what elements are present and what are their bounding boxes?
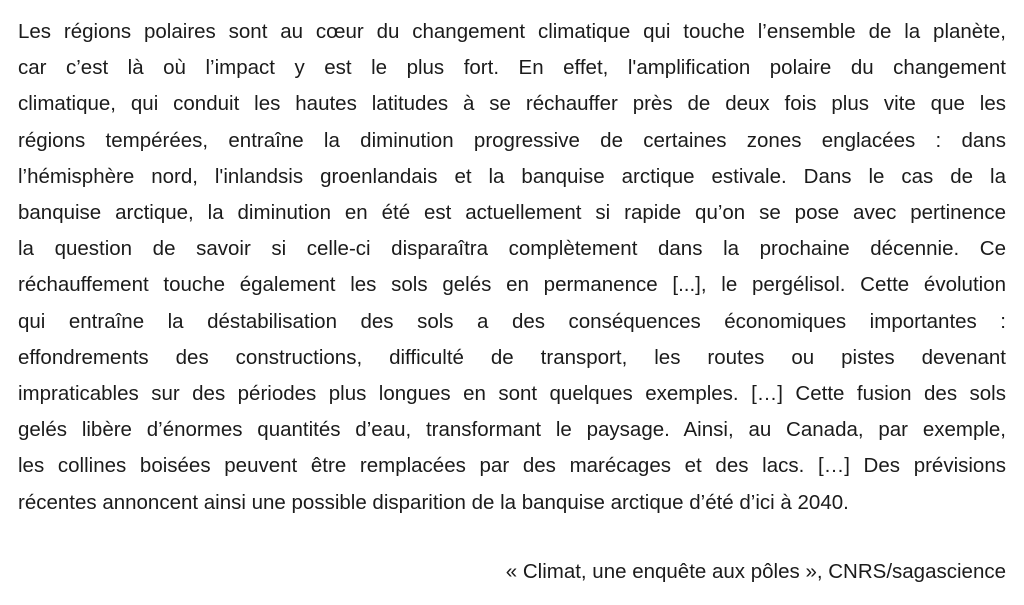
paragraph-line: car c’est là où l’impact y est le plus fort. En effet, l'amplification polaire du changement bbox=[18, 56, 1006, 80]
paragraph-line: l’hémisphère nord, l'inlandsis groenlandais et la banquise arctique estivale. Dans le cas de la bbox=[18, 164, 1006, 188]
paragraph-line: réchauffement touche également les sols gelés en permanence [...], le pergélisol. Cette évolution bbox=[18, 273, 1006, 297]
paragraph bbox=[18, 14, 1006, 521]
paragraph-line: gelés libère d’énormes quantités d’eau, transformant le paysage. Ainsi, au Canada, par exemple, bbox=[18, 418, 1006, 442]
paragraph-line: banquise arctique, la diminution en été est actuellement si rapide qu’on se pose avec pertinence bbox=[18, 201, 1006, 225]
paragraph-line: la question de savoir si celle-ci disparaîtra complètement dans la prochaine décennie. Ce bbox=[18, 237, 1006, 261]
paragraph-line: les collines boisées peuvent être remplacées par des marécages et des lacs. […] Des prévisions bbox=[18, 454, 1006, 478]
citation: « Climat, une enquête aux pôles », CNRS/sagascience bbox=[505, 559, 1006, 583]
paragraph-line: qui entraîne la déstabilisation des sols a des conséquences économiques importantes : bbox=[18, 309, 1006, 333]
paragraph-line: impraticables sur des périodes plus longues en sont quelques exemples. […] Cette fusion des sols bbox=[18, 382, 1006, 406]
paragraph-line: récentes annoncent ainsi une possible disparition de la banquise arctique d’été d’ici à 2040. bbox=[18, 490, 849, 514]
paragraph-line: climatique, qui conduit les hautes latitudes à se réchauffer près de deux fois plus vite que les bbox=[18, 92, 1006, 116]
paragraph-line: Les régions polaires sont au cœur du changement climatique qui touche l’ensemble de la planète, bbox=[18, 20, 1006, 43]
paragraph-line: régions tempérées, entraîne la diminution progressive de certaines zones englacées : dans bbox=[18, 128, 1006, 152]
paragraph-line: effondrements des constructions, difficulté de transport, les routes ou pistes devenant bbox=[18, 345, 1006, 369]
